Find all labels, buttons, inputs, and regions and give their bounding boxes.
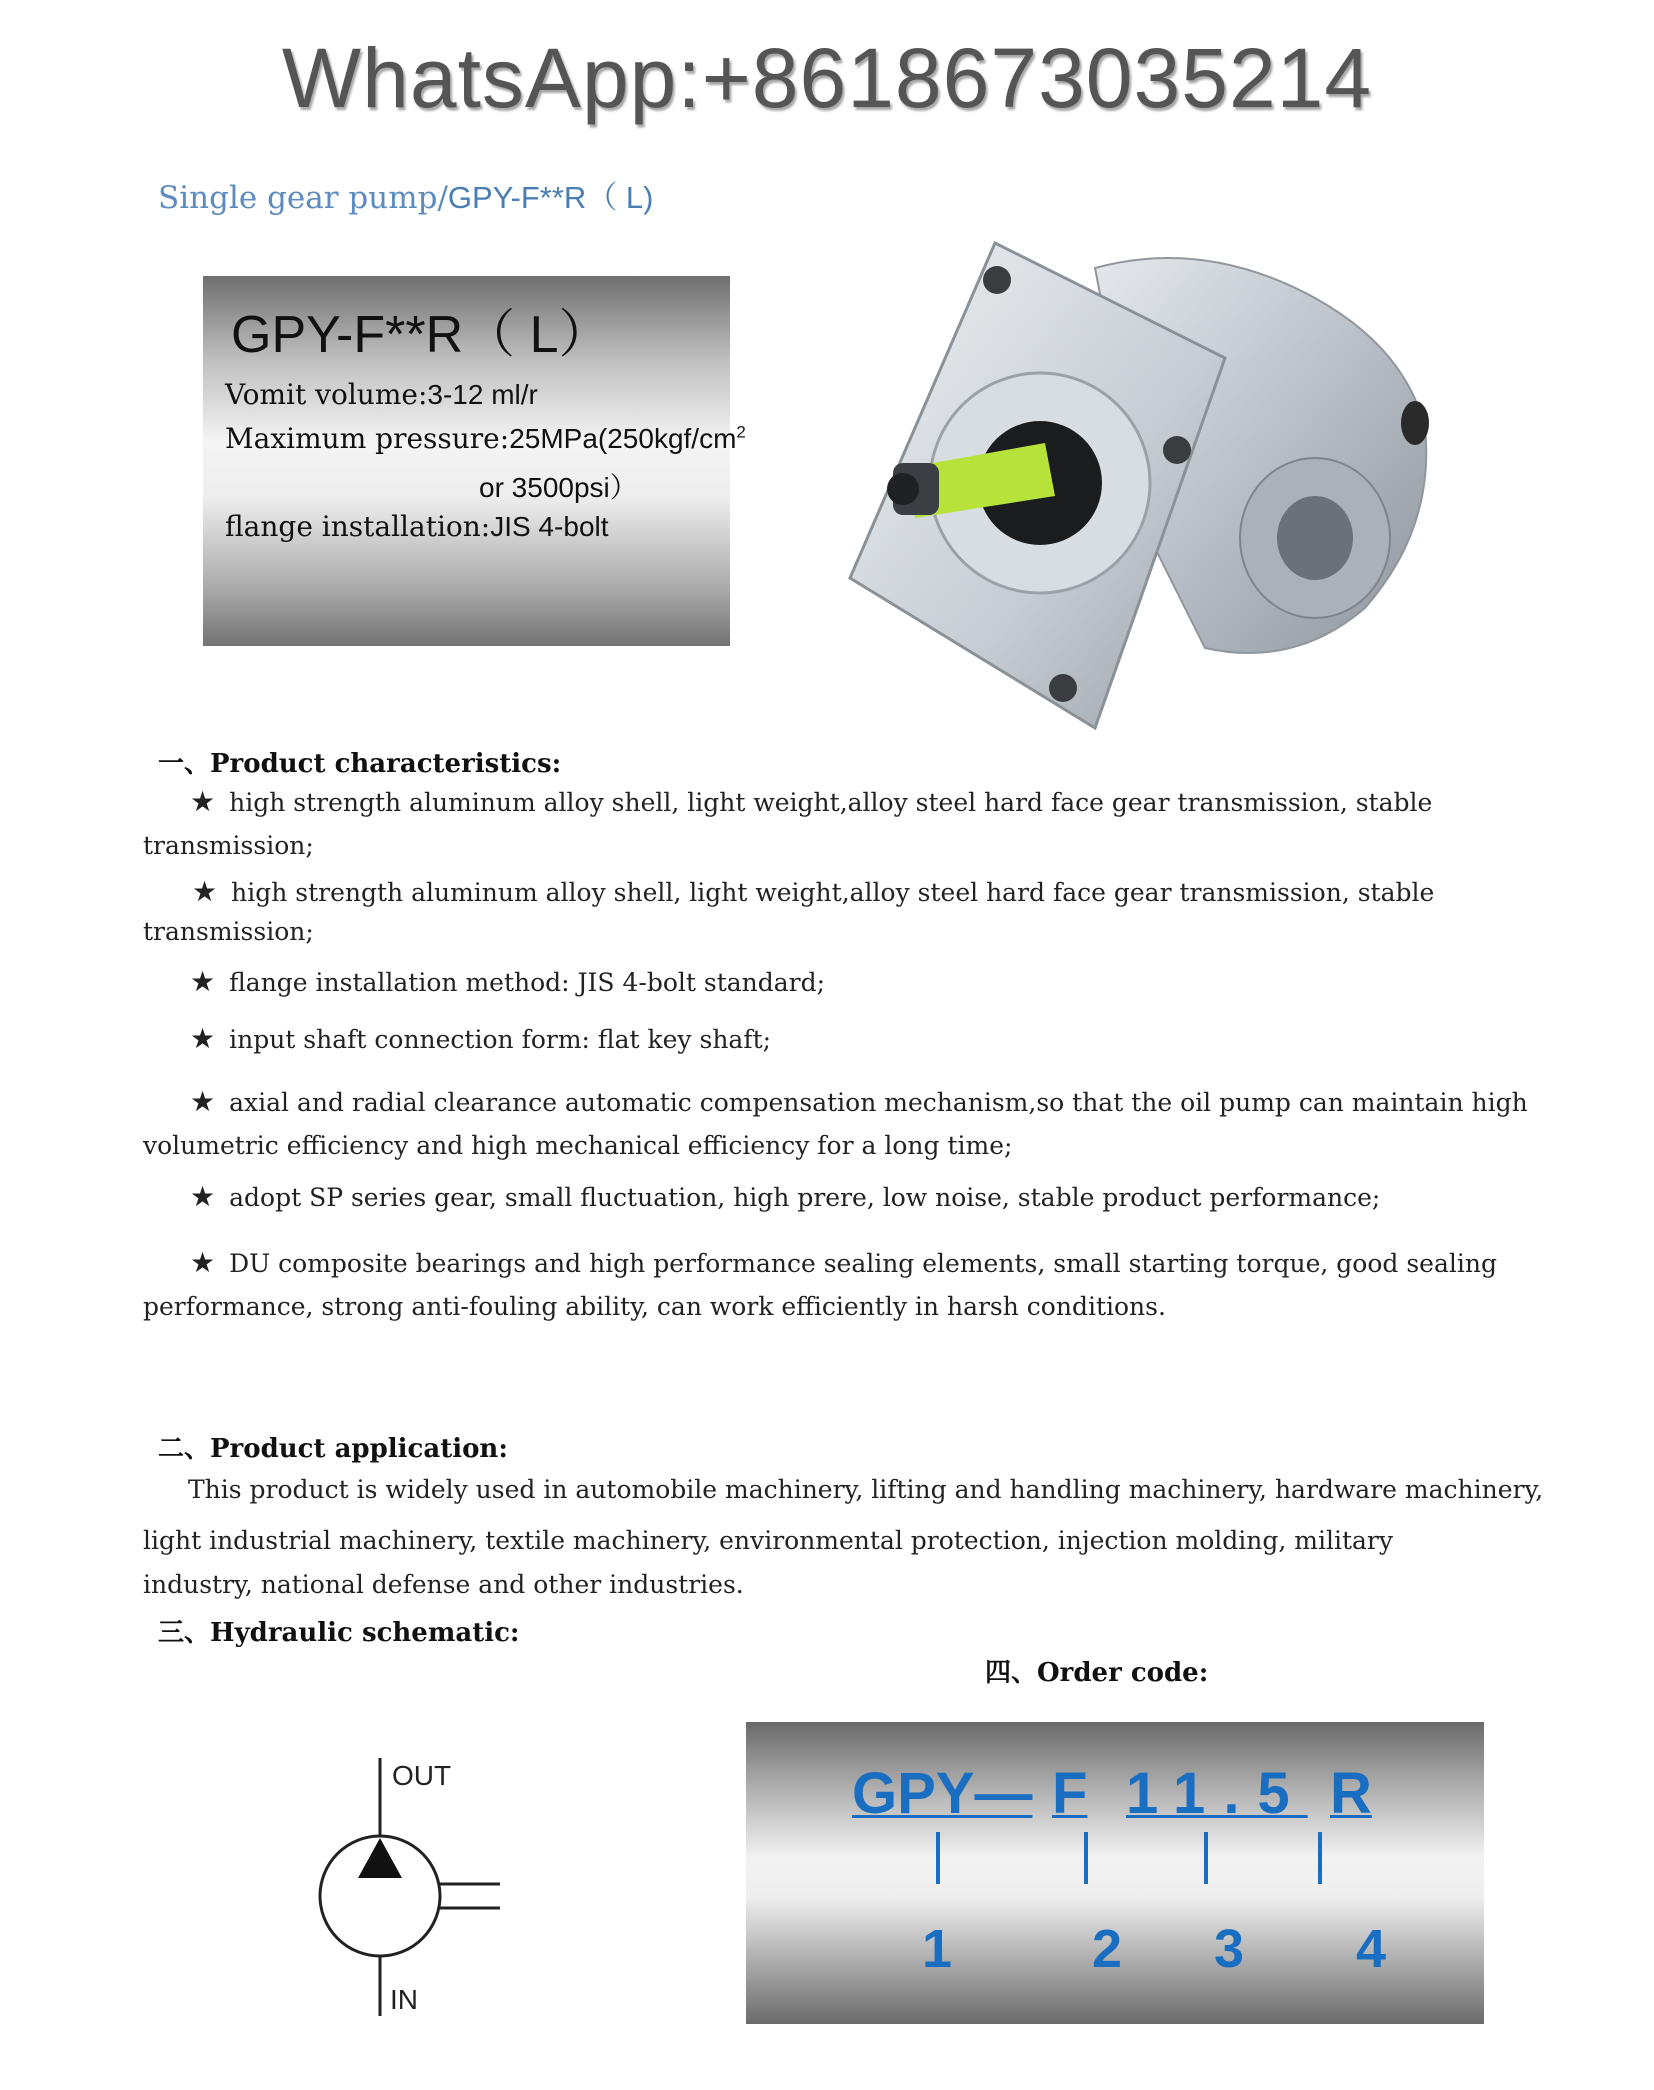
- characteristic-item: [190, 1241, 1497, 1286]
- star-icon: ★: [190, 1246, 216, 1279]
- characteristic-line: flange installation method: JIS 4-bolt standard;: [229, 968, 826, 997]
- characteristic-line-cont: performance, strong anti-fouling ability, can work efficiently in harsh conditions.: [143, 1292, 1166, 1321]
- schematic-in-label: IN: [390, 1984, 418, 2015]
- characteristic-line: axial and radial clearance automatic compensation mechanism,so that the oil pump can maintain high: [229, 1088, 1528, 1117]
- characteristic-item: [190, 1175, 1380, 1220]
- subtitle-model: GPY-F**R（ L): [447, 180, 654, 215]
- characteristic-item: [190, 960, 825, 1005]
- characteristic-line: input shaft connection form: flat key shaft;: [229, 1025, 772, 1054]
- characteristic-line-cont: volumetric efficiency and high mechanical efficiency for a long time;: [143, 1131, 1013, 1160]
- characteristic-line: high strength aluminum alloy shell, light weight,alloy steel hard face gear transmission, stable: [231, 878, 1435, 907]
- schematic-heading: 三、Hydraulic schematic:: [158, 1618, 520, 1648]
- star-icon: ★: [190, 1180, 216, 1213]
- spec-flange-label: flange installation:: [225, 510, 491, 543]
- order-code-tick: [1084, 1832, 1088, 1884]
- spec-flange: [225, 510, 609, 543]
- star-icon: ★: [190, 965, 216, 998]
- characteristic-line: adopt SP series gear, small fluctuation, high prere, low noise, stable product performance;: [229, 1183, 1381, 1212]
- spec-pressure-label: Maximum pressure:: [225, 422, 510, 455]
- order-code-tick: [936, 1832, 940, 1884]
- characteristic-item: [190, 1017, 771, 1062]
- spec-title: GPY-F**R（ L）: [231, 306, 611, 364]
- star-icon: ★: [190, 1085, 216, 1118]
- spec-vomit-value: 3-12 ml/r: [427, 379, 538, 410]
- spec-vomit-label: Vomit volume:: [225, 378, 428, 411]
- spec-pressure-value-2: or 3500psi）: [479, 472, 638, 503]
- spec-vomit-volume: [225, 378, 538, 411]
- characteristic-line: high strength aluminum alloy shell, light weight,alloy steel hard face gear transmission, stable: [229, 788, 1433, 817]
- subtitle-prefix: Single gear pump/: [158, 180, 448, 216]
- spec-flange-value: JIS 4-bolt: [490, 511, 609, 542]
- order-code-part-flange: F: [1052, 1761, 1088, 1826]
- star-icon: ★: [192, 875, 218, 908]
- order-code-part-rotation: R: [1330, 1761, 1372, 1826]
- order-code-part-displacement: 11.5: [1126, 1761, 1308, 1826]
- order-code-number-3: 3: [1214, 1919, 1245, 1979]
- characteristic-line-cont: transmission;: [143, 831, 314, 860]
- page-subtitle: [158, 172, 654, 217]
- order-code-heading: 四、Order code:: [985, 1658, 1209, 1688]
- order-code-part-series: GPY—: [852, 1761, 1033, 1826]
- application-line-2: light industrial machinery, textile machinery, environmental protection, injection molding, military: [143, 1526, 1393, 1555]
- order-code-number-4: 4: [1356, 1919, 1387, 1979]
- spec-pressure-sup: 2: [736, 422, 746, 442]
- characteristic-item: [190, 780, 1432, 825]
- characteristic-item: [190, 1080, 1528, 1125]
- order-code-box: [746, 1722, 1484, 2024]
- spec-pressure-value: 25MPa(250kgf/cm: [509, 423, 737, 454]
- star-icon: ★: [190, 1022, 216, 1055]
- schematic-out-label: OUT: [392, 1760, 452, 1791]
- application-line-3: industry, national defense and other industries.: [143, 1570, 744, 1599]
- order-code-tick: [1204, 1832, 1208, 1884]
- spec-box: [203, 276, 746, 646]
- application-heading: 二、Product application:: [158, 1434, 508, 1464]
- order-code-number-2: 2: [1092, 1919, 1123, 1979]
- whatsapp-watermark: WhatsApp:+8618673035214: [281, 31, 1373, 125]
- pump-photo: [845, 228, 1445, 748]
- characteristic-item: [192, 870, 1434, 915]
- order-code-tick: [1318, 1832, 1322, 1884]
- order-code-number-1: 1: [922, 1919, 953, 1979]
- characteristics-heading: 一、Product characteristics:: [158, 749, 562, 779]
- application-line-1: This product is widely used in automobile machinery, lifting and handling machinery, hardware machinery,: [188, 1475, 1544, 1504]
- star-icon: ★: [190, 785, 216, 818]
- characteristic-line: DU composite bearings and high performance sealing elements, small starting torque, good sealing: [229, 1249, 1497, 1278]
- characteristic-line-cont: transmission;: [143, 917, 314, 946]
- spec-max-pressure: [225, 422, 746, 455]
